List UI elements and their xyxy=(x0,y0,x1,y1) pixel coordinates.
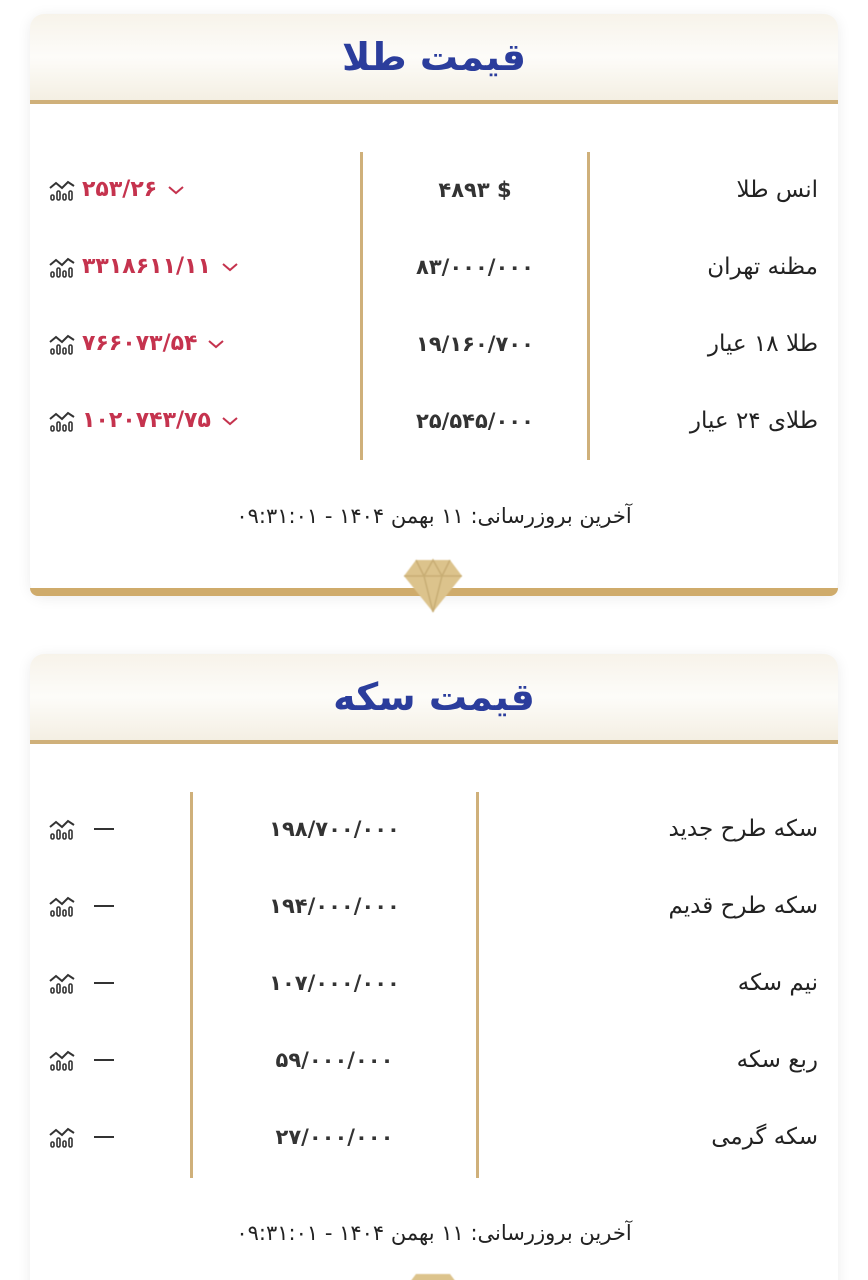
item-change xyxy=(48,894,114,918)
item-change xyxy=(48,1125,114,1149)
gold-card-header xyxy=(30,14,838,104)
item-price: ۲۷/۰۰۰/۰۰۰ xyxy=(275,1124,394,1149)
dash-icon xyxy=(94,905,114,907)
table-row xyxy=(30,1098,838,1175)
table-row xyxy=(30,228,838,305)
chart-icon[interactable] xyxy=(48,817,76,841)
item-name: ربع سکه xyxy=(736,1046,818,1073)
item-name: نیم سکه xyxy=(737,969,818,996)
chart-icon[interactable] xyxy=(48,178,76,202)
item-change xyxy=(48,971,114,995)
change-value: ۱۰۲۰۷۴۳/۷۵ xyxy=(82,408,211,433)
gold-price-card xyxy=(30,14,838,596)
chart-icon[interactable] xyxy=(48,255,76,279)
item-change xyxy=(48,408,239,433)
diamond-icon xyxy=(402,558,464,614)
item-change xyxy=(48,177,185,202)
table-row xyxy=(30,1021,838,1098)
item-price: ۱۹۴/۰۰۰/۰۰۰ xyxy=(269,893,400,918)
table-row xyxy=(30,867,838,944)
chevron-down-icon xyxy=(167,184,185,196)
coin-price-table xyxy=(30,744,838,1184)
dash-icon xyxy=(94,1059,114,1061)
chart-icon[interactable] xyxy=(48,332,76,356)
item-price: ۱۰۷/۰۰۰/۰۰۰ xyxy=(269,970,400,995)
gold-price-table xyxy=(30,104,838,464)
dash-icon xyxy=(94,828,114,830)
item-change xyxy=(48,254,239,279)
coin-price-card xyxy=(30,654,838,1280)
chevron-down-icon xyxy=(207,338,225,350)
chart-icon[interactable] xyxy=(48,409,76,433)
coin-card-header xyxy=(30,654,838,744)
item-name: طلای ۲۴ عیار xyxy=(689,407,818,434)
item-price: ۴۸۹۳ $ xyxy=(438,177,512,202)
last-update-text: آخرین بروزرسانی: ۱۱ بهمن ۱۴۰۴ - ۰۹:۳۱:۰۱ xyxy=(236,1221,632,1245)
item-name: انس طلا xyxy=(736,176,818,203)
chevron-down-icon xyxy=(221,415,239,427)
chart-icon[interactable] xyxy=(48,1048,76,1072)
table-row xyxy=(30,151,838,228)
item-change xyxy=(48,1048,114,1072)
dash-icon xyxy=(94,1136,114,1138)
table-row xyxy=(30,382,838,459)
item-change xyxy=(48,817,114,841)
item-name: طلا ۱۸ عیار xyxy=(707,330,818,357)
item-price: ۱۹/۱۶۰/۷۰۰ xyxy=(416,331,534,356)
table-row xyxy=(30,790,838,867)
chart-icon[interactable] xyxy=(48,894,76,918)
change-value: ۲۵۳/۲۶ xyxy=(82,177,158,202)
table-row xyxy=(30,305,838,382)
item-name: مظنه تهران xyxy=(707,253,818,280)
chart-icon[interactable] xyxy=(48,971,76,995)
dash-icon xyxy=(94,982,114,984)
last-update-text: آخرین بروزرسانی: ۱۱ بهمن ۱۴۰۴ - ۰۹:۳۱:۰۱ xyxy=(236,504,632,528)
item-price: ۱۹۸/۷۰۰/۰۰۰ xyxy=(269,816,400,841)
item-change xyxy=(48,331,225,356)
item-price: ۲۵/۵۴۵/۰۰۰ xyxy=(416,408,534,433)
change-value: ۷۶۶۰۷۳/۵۴ xyxy=(82,331,198,356)
diamond-icon xyxy=(402,1272,464,1280)
item-price: ۸۳/۰۰۰/۰۰۰ xyxy=(416,254,534,279)
item-name: سکه طرح قدیم xyxy=(668,892,818,919)
chevron-down-icon xyxy=(221,261,239,273)
item-price: ۵۹/۰۰۰/۰۰۰ xyxy=(275,1047,394,1072)
table-row xyxy=(30,944,838,1021)
coin-card-title: قیمت سکه xyxy=(333,675,535,719)
item-name: سکه طرح جدید xyxy=(668,815,818,842)
gold-card-title: قیمت طلا xyxy=(342,35,526,79)
item-name: سکه گرمی xyxy=(711,1123,818,1150)
chart-icon[interactable] xyxy=(48,1125,76,1149)
change-value: ۳۳۱۸۶۱۱/۱۱ xyxy=(82,254,211,279)
